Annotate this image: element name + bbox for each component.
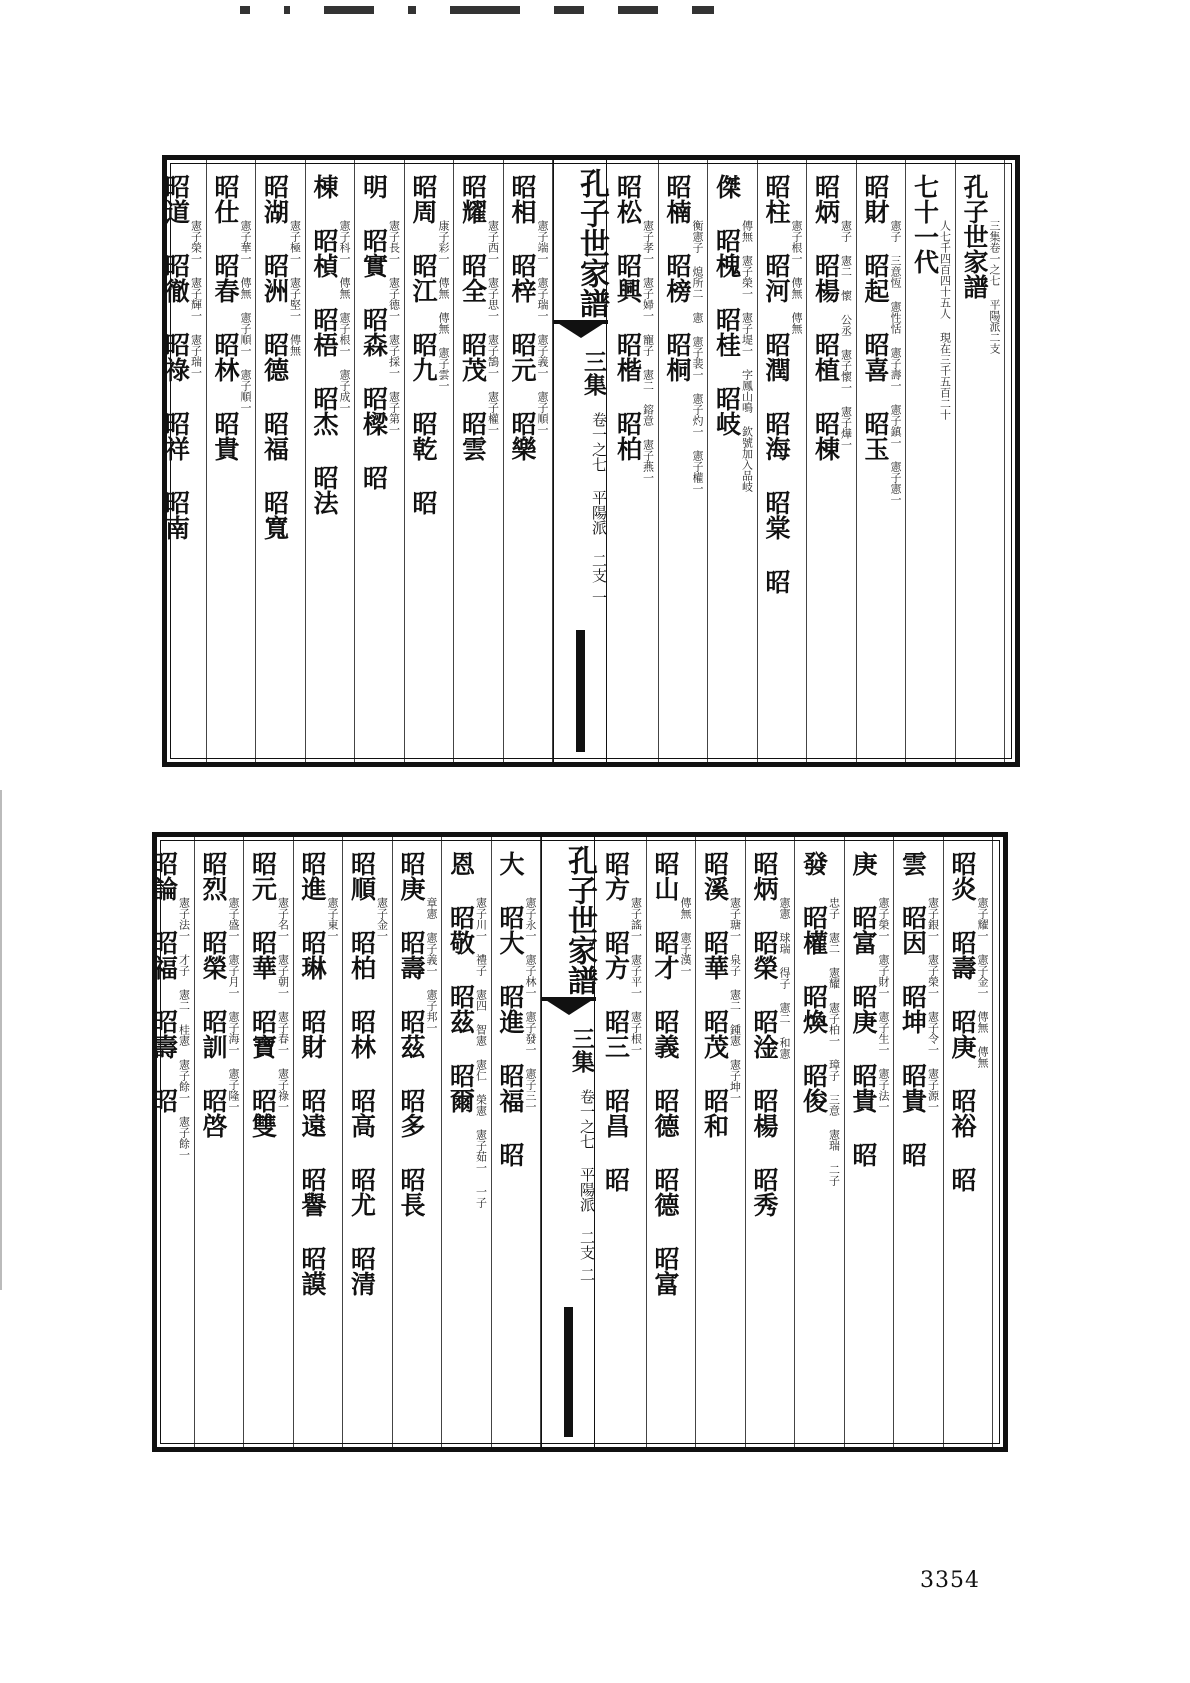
member-annotation: 憲子榮一 憲子輝一 憲子瑞一	[189, 220, 203, 378]
genealogy-column	[244, 837, 294, 1447]
spine-fishtail-mark	[554, 320, 608, 346]
member-names: 昭楠 昭榜 昭桐	[663, 174, 692, 382]
member-annotation: 憲子 憲二 懷 公丞 憲子懷一 憲子燁一	[839, 220, 853, 450]
genealogy-column	[708, 160, 758, 762]
member-names: 昭財 昭起 昭喜 昭玉	[861, 174, 890, 461]
member-annotation: 憲子華一 傳無 憲子順一 憲子順一	[239, 220, 252, 413]
member-names: 棟 昭楨 昭梧 昭杰 昭法	[310, 174, 339, 515]
member-names: 庚 昭富 昭庚 昭貴 昭	[849, 851, 878, 1167]
genealogy-column	[405, 160, 455, 762]
genealogy-column	[696, 837, 746, 1447]
member-names: 昭庚 昭壽 昭茲 昭多 昭長	[397, 851, 426, 1217]
member-annotation: 憲子極一 憲子堅一 傳無	[288, 220, 302, 356]
genealogy-column	[256, 160, 306, 762]
genealogy-column	[343, 837, 393, 1447]
genealogy-column	[906, 160, 956, 762]
genealogy-column	[492, 837, 542, 1447]
member-annotation: 憲子金一	[375, 897, 389, 941]
member-names: 昭仕 昭春 昭林 昭貴	[211, 174, 240, 461]
member-names: 昭湖 昭洲 昭德 昭福 昭寬	[260, 174, 290, 540]
genealogy-column	[393, 837, 443, 1447]
genealogy-column	[157, 160, 207, 762]
member-annotation: 傳無 憲子榮一 憲子堤一 字鳳山鳴 欽號加入品岐	[740, 220, 754, 492]
member-names: 昭道 昭徹 昭祿 昭祥 昭南	[161, 174, 191, 540]
member-names: 昭烈 昭榮 昭訓 昭啓	[199, 851, 228, 1138]
scan-artifact-top	[240, 6, 940, 16]
genealogy-column	[454, 160, 504, 762]
lower-genealogy-panel	[149, 832, 1008, 1452]
spine-volume: 三集	[568, 1027, 595, 1073]
genealogy-column	[659, 160, 709, 762]
member-names: 昭松 昭興 昭楷 昭柏	[613, 174, 643, 461]
member-names: 昭相 昭梓 昭元 昭樂	[508, 174, 537, 461]
member-annotation: 憲子東一	[326, 897, 339, 941]
spine-black-bar	[576, 630, 585, 752]
member-names: 昭元 昭華 昭寶 昭雙	[248, 851, 278, 1138]
genealogy-column	[647, 837, 697, 1447]
genealogy-column	[504, 160, 554, 762]
member-names: 昭方 昭方 昭三 昭昌 昭	[601, 851, 631, 1192]
genealogy-column	[442, 837, 492, 1447]
member-annotation: 憲子銀一 憲子榮一 憲子令一 憲子源一	[926, 897, 940, 1112]
member-annotation: 憲子名一 憲子朝一 憲子春一 憲子祿一	[276, 897, 290, 1112]
spine-title: 孔子世家譜	[562, 845, 597, 995]
genealogy-column	[746, 837, 796, 1447]
member-annotation: 憲子川一 禮子 憲四 智憲 憲仁 榮憲 憲子茹一 一子	[474, 897, 488, 1208]
member-annotation: 憲子根一 傳無 傳無	[790, 220, 803, 334]
scan-artifact-left-edge	[0, 790, 2, 1290]
spine-section: 卷一之七 平陽派 二支	[590, 412, 608, 583]
member-names: 昭山 昭才 昭義 昭德 昭德 昭富	[651, 851, 680, 1296]
genealogy-column	[758, 160, 808, 762]
genealogy-column	[306, 160, 356, 762]
member-names: 明 昭實 昭森 昭樑 昭	[359, 174, 389, 490]
member-annotation: 憲子謠一 憲子平一 憲子根一	[629, 897, 643, 1055]
member-annotation: 憲憲 球瑞 得子 憲二 和憲	[778, 897, 791, 1059]
member-names: 恩 昭敬 昭茲 昭爾	[446, 851, 476, 1113]
member-names: 昭順 昭柏 昭林 昭高 昭尤 昭清	[347, 851, 377, 1296]
spine-black-bar	[564, 1307, 573, 1437]
member-names: 昭炎 昭壽 昭庚 昭裕 昭	[948, 851, 977, 1192]
spine-section: 卷一之七 平陽派 二支	[578, 1089, 596, 1260]
member-annotation: 康子彩一 傳無 傳無 憲子雲一	[437, 220, 450, 391]
spine-leaf-number: 二	[578, 1267, 596, 1282]
member-annotation: 人七千四百四十五人 現在三千五百二十	[938, 220, 952, 420]
member-names: 孔子世家譜	[960, 174, 989, 299]
member-annotation: 憲子長一 憲子德一 憲子採一 憲子第一	[387, 220, 401, 435]
member-names: 昭論 昭福 昭壽 昭	[149, 851, 179, 1113]
member-names: 雲 昭因 昭坤 昭貴 昭	[898, 851, 928, 1167]
member-names: 昭柱 昭河 昭潤 昭海 昭棠 昭	[762, 174, 791, 594]
spine-volume: 三集	[580, 350, 607, 396]
member-names: 七十一代	[910, 174, 940, 274]
genealogy-column	[145, 837, 195, 1447]
member-names: 傑 昭槐 昭桂 昭岐	[712, 174, 742, 436]
genealogy-column	[355, 160, 405, 762]
genealogy-column	[894, 837, 944, 1447]
member-names: 昭周 昭江 昭九 昭乾 昭	[409, 174, 438, 515]
genealogy-column	[597, 837, 647, 1447]
book-spine	[541, 837, 595, 1447]
member-annotation: 傳無 憲子漢一	[679, 897, 692, 976]
genealogy-column	[857, 160, 907, 762]
member-annotation: 憲子 三意恆 憲性恬 憲子壽一 憲子鎮一 憲子憲一	[889, 220, 902, 505]
book-spine	[553, 160, 607, 762]
member-names: 昭炳 昭榮 昭淦 昭楊 昭秀	[750, 851, 779, 1217]
genealogy-column	[944, 837, 994, 1447]
member-names: 昭進 昭琳 昭財 昭遠 昭譽 昭謨	[298, 851, 327, 1296]
member-annotation: 憲子榮一 憲子財一 憲子生一 憲子法一	[877, 897, 890, 1112]
member-annotation: 憲子孝一 憲子婦一 寵子 憲二 鎔意 憲子燕一	[641, 220, 655, 483]
member-annotation: 憲子耀一 憲子金一 傳無 傳無	[976, 897, 989, 1068]
spine-leaf-number: 一	[590, 590, 608, 605]
genealogy-column	[795, 837, 845, 1447]
member-annotation: 憲子法一 才子 憲二 桂憲 憲子餘一 憲子餘一	[177, 897, 191, 1160]
genealogy-column	[195, 837, 245, 1447]
member-annotation: 三集卷一之七 平陽派二支	[988, 220, 1001, 354]
spine-title: 孔子世家譜	[574, 168, 609, 318]
genealogy-column	[207, 160, 257, 762]
member-names: 大 昭大 昭進 昭福 昭	[496, 851, 525, 1167]
member-annotation: 衡憲子 熄所二 憲 憲子裴一 憲子灼一 憲子權一	[691, 220, 704, 494]
member-annotation: 憲子西一 憲子思一 憲子鵠一 憲子權一	[486, 220, 500, 435]
member-annotation: 憲子盛一 憲子月一 憲子海一 憲子隆一	[227, 897, 240, 1112]
genealogy-column	[294, 837, 344, 1447]
upper-genealogy-panel	[162, 155, 1020, 767]
genealogy-column	[845, 837, 895, 1447]
member-annotation: 憲子瑭一 泉子 憲二 鍾憲 憲子坤一	[728, 897, 742, 1103]
genealogy-column	[807, 160, 857, 762]
member-annotation: 忠子 憲二 憲耀 憲子柏一 璋子 三意 憲瑞 二子	[827, 897, 841, 1186]
member-names: 發 昭權 昭煥 昭俊	[799, 851, 829, 1113]
member-annotation: 憲子端一 憲子瑞一 憲子義一 憲子順一	[536, 220, 549, 435]
member-names: 昭炳 昭楊 昭植 昭棟	[811, 174, 841, 461]
member-annotation: 章憲 憲子義一 憲子邦一	[425, 897, 438, 1033]
spine-fishtail-mark	[542, 997, 596, 1023]
genealogy-column	[956, 160, 1006, 762]
member-annotation: 憲子永一 憲子林一 憲子發一 憲子三一	[524, 897, 537, 1112]
member-names: 昭溪 昭華 昭茂 昭和	[700, 851, 730, 1138]
member-names: 昭耀 昭全 昭茂 昭雲	[458, 174, 488, 461]
member-annotation: 憲子科一 傳無 憲子根一 憲子成一	[338, 220, 351, 413]
page-number: 3354	[920, 1568, 980, 1593]
genealogy-column	[609, 160, 659, 762]
